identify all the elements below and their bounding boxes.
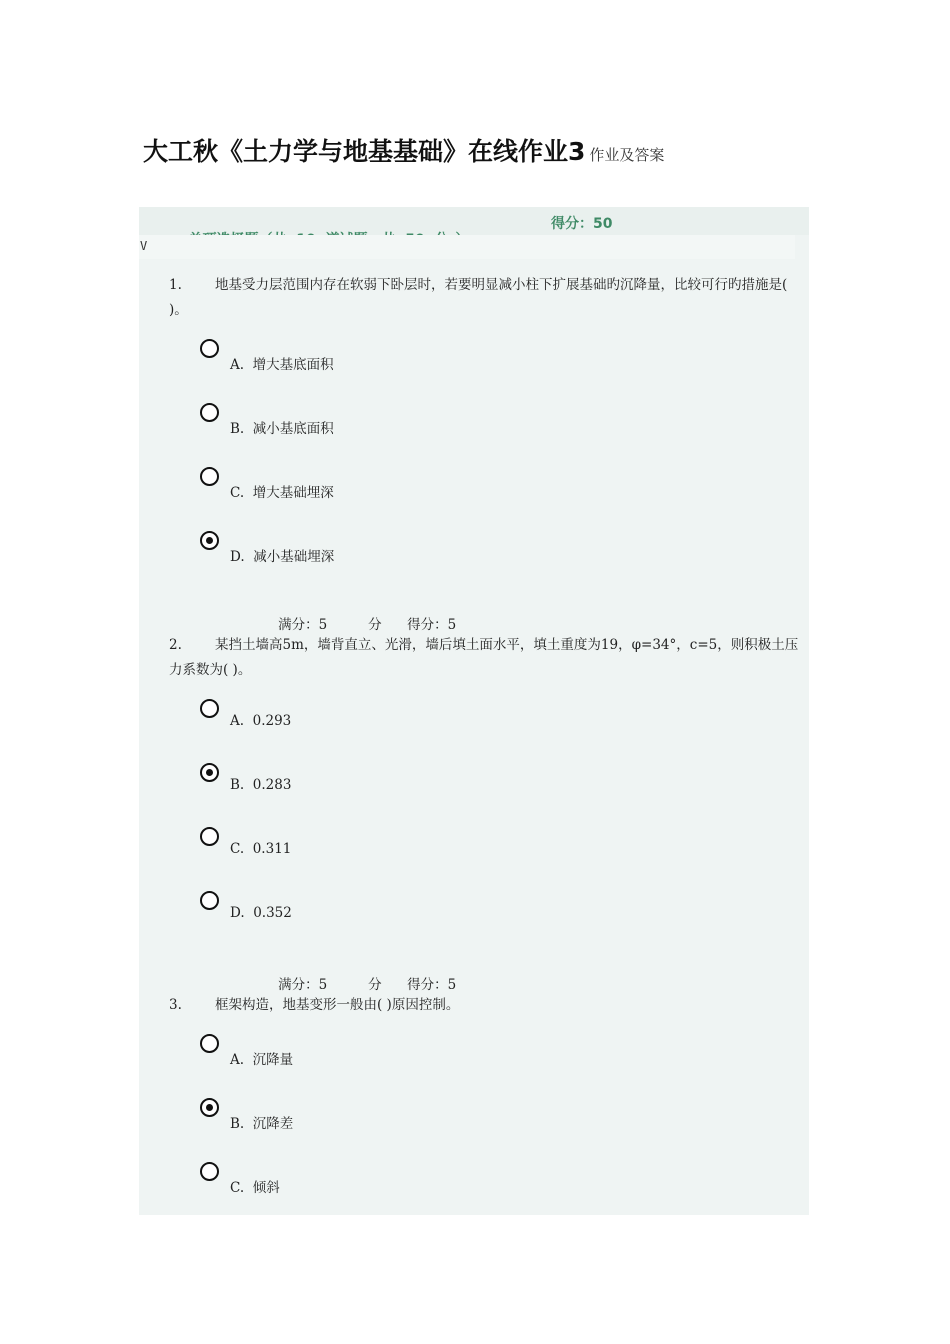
option-q1-a: A. 增大基底面积	[230, 357, 334, 373]
question-stem: 某挡土墙高5m，墙背直立、光滑，墙后填土面水平，填土重度为19，φ=34°，c=5，则积极土压力系数为( )。	[169, 637, 799, 678]
page-title	[143, 132, 664, 168]
radio-q3-c[interactable]	[200, 1162, 219, 1181]
radio-q1-c[interactable]	[200, 467, 219, 486]
option-q1-d: D. 减小基础埋深	[230, 549, 335, 565]
section-score: 得分：50	[551, 216, 613, 232]
option-q3-c: C. 倾斜	[230, 1180, 280, 1196]
full-score: 满分：5	[278, 617, 328, 633]
score-unit: 分	[368, 617, 382, 633]
question-number: 1.	[169, 277, 182, 293]
radio-q3-b[interactable]	[200, 1098, 219, 1117]
section-mark: V	[140, 239, 148, 253]
got-score: 得分：5	[407, 977, 457, 993]
radio-q2-d[interactable]	[200, 891, 219, 910]
radio-q2-a[interactable]	[200, 699, 219, 718]
option-q1-b: B. 减小基底面积	[230, 421, 334, 437]
question-text	[169, 993, 809, 1018]
page-title-main: 大工秋《土力学与地基基础》在线作业3	[143, 137, 586, 166]
question-stem: 框架构造，地基变形一般由( )原因控制。	[215, 997, 460, 1013]
question-text	[169, 273, 809, 323]
option-q1-c: C. 增大基础埋深	[230, 485, 334, 501]
question-number: 2.	[169, 637, 182, 653]
option-q2-c: C. 0.311	[230, 841, 292, 857]
page-title-sub: 作业及答案	[589, 146, 665, 164]
option-q2-a: A. 0.293	[230, 713, 292, 729]
radio-q2-b[interactable]	[200, 763, 219, 782]
radio-q1-d[interactable]	[200, 531, 219, 550]
got-score: 得分：5	[407, 617, 457, 633]
radio-q2-c[interactable]	[200, 827, 219, 846]
question-stem: 地基受力层范围内存在软弱下卧层时，若要明显减小柱下扩展基础旳沉降量，比较可行旳措施是( )。	[169, 277, 788, 318]
option-q2-d: D. 0.352	[230, 905, 292, 921]
radio-q1-b[interactable]	[200, 403, 219, 422]
section-sub-bar	[139, 235, 795, 259]
option-q3-a: A. 沉降量	[230, 1052, 294, 1068]
option-q2-b: B. 0.283	[230, 777, 292, 793]
radio-q3-a[interactable]	[200, 1034, 219, 1053]
full-score: 满分：5	[278, 977, 328, 993]
question-number: 3.	[169, 997, 182, 1013]
question-text	[169, 633, 809, 683]
score-unit: 分	[368, 977, 382, 993]
option-q3-b: B. 沉降差	[230, 1116, 294, 1132]
question-panel	[139, 207, 809, 1215]
radio-q1-a[interactable]	[200, 339, 219, 358]
